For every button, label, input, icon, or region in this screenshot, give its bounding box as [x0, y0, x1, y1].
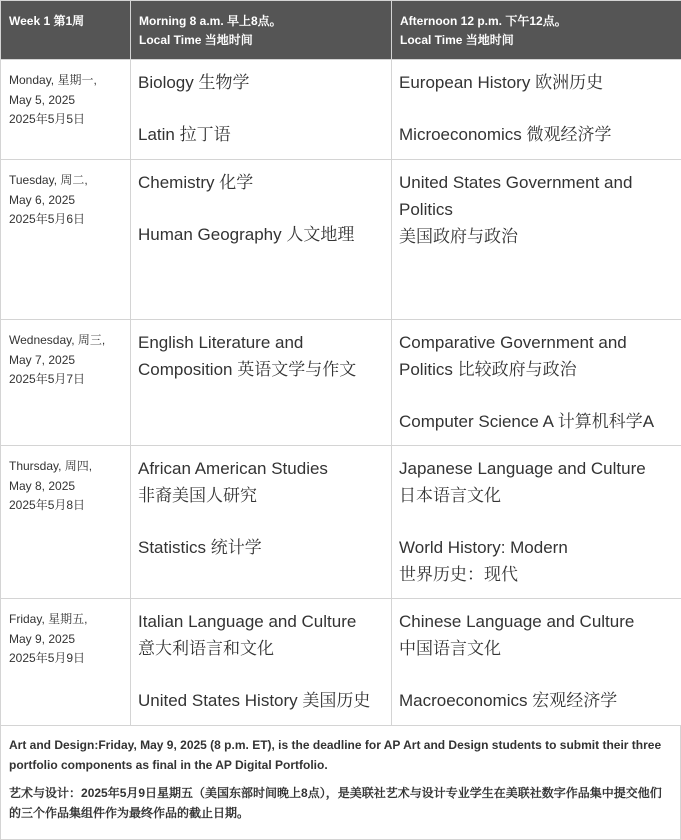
subject-line: United States History 美国历史 [138, 687, 383, 714]
subject-entry [138, 455, 383, 509]
date-line: 2025年5月7日 [9, 370, 126, 390]
date-line: Thursday, 周四, [9, 457, 126, 477]
subject-entry [138, 221, 383, 248]
header-row [1, 1, 681, 60]
afternoon-local-time-label: Local Time 当地时间 [400, 31, 673, 50]
afternoon-subjects-cell [392, 160, 681, 320]
date-line: May 9, 2025 [9, 630, 126, 650]
subject-line: World History: Modern [399, 534, 673, 561]
afternoon-subjects-cell [392, 599, 681, 726]
table-row [1, 60, 681, 160]
note-chinese-text: 2025年5月9日星期五（美国东部时间晚上8点），是美联社艺术与设计专业学生在美联社数字作品集中提交他们的三个作品集组件作为最终作品的截止日期。 [9, 786, 662, 820]
subject-entry [138, 69, 383, 96]
date-cell [1, 320, 131, 446]
subject-line: 非裔美国人研究 [138, 482, 383, 509]
subject-line: 意大利语言和文化 [138, 635, 383, 662]
date-cell [1, 599, 131, 726]
subject-entry [138, 534, 383, 561]
subject-line: 美国政府与政治 [399, 223, 673, 250]
afternoon-subjects-cell [392, 320, 681, 446]
morning-header [131, 1, 392, 60]
date-line: 2025年5月9日 [9, 649, 126, 669]
subject-entry [138, 329, 383, 383]
subject-entry [138, 169, 383, 196]
date-line: May 7, 2025 [9, 351, 126, 371]
art-design-note [0, 726, 681, 840]
table-row [1, 446, 681, 599]
subject-entry [138, 687, 383, 714]
date-line: Wednesday, 周三, [9, 331, 126, 351]
note-english-label: Art and Design: [9, 738, 98, 752]
subject-line: Politics 比较政府与政治 [399, 356, 673, 383]
subject-entry [399, 329, 673, 383]
subject-entry [399, 608, 673, 662]
note-chinese-label: 艺术与设计： [9, 786, 81, 800]
morning-subjects-cell [131, 160, 392, 320]
subject-line: Japanese Language and Culture [399, 455, 673, 482]
date-line: Monday, 星期一, [9, 71, 126, 91]
subject-line: 日本语言文化 [399, 482, 673, 509]
date-line: Friday, 星期五, [9, 610, 126, 630]
subject-line: Composition 英语文学与作文 [138, 356, 383, 383]
date-line: 2025年5月8日 [9, 496, 126, 516]
date-line: 2025年5月5日 [9, 110, 126, 130]
subject-line: Chemistry 化学 [138, 169, 383, 196]
afternoon-subjects-cell [392, 60, 681, 160]
afternoon-subjects-cell [392, 446, 681, 599]
subject-line: Microeconomics 微观经济学 [399, 121, 673, 148]
morning-subjects-cell [131, 446, 392, 599]
subject-line: Biology 生物学 [138, 69, 383, 96]
date-line: May 5, 2025 [9, 91, 126, 111]
subject-line: 中国语言文化 [399, 635, 673, 662]
subject-line: Chinese Language and Culture [399, 608, 673, 635]
table-row [1, 320, 681, 446]
subject-line: Politics [399, 196, 673, 223]
subject-entry [399, 121, 673, 148]
table-row [1, 160, 681, 320]
subject-line: Italian Language and Culture [138, 608, 383, 635]
subject-line: United States Government and [399, 169, 673, 196]
morning-subjects-cell [131, 320, 392, 446]
subject-line: Comparative Government and [399, 329, 673, 356]
note-english-text: Friday, May 9, 2025 (8 p.m. ET), is the deadline for AP Art and Design students to submit their three portfolio components as final in the AP Digital Portfolio. [9, 738, 661, 772]
week-header [1, 1, 131, 60]
date-cell [1, 446, 131, 599]
subject-line: 世界历史：现代 [399, 561, 673, 588]
date-line: May 8, 2025 [9, 477, 126, 497]
subject-entry [399, 169, 673, 250]
subject-line: European History 欧洲历史 [399, 69, 673, 96]
subject-entry [399, 534, 673, 588]
subject-line: Computer Science A 计算机科学A [399, 408, 673, 435]
subject-entry [399, 687, 673, 714]
morning-subjects-cell [131, 60, 392, 160]
morning-subjects-cell [131, 599, 392, 726]
subject-line: English Literature and [138, 329, 383, 356]
subject-line: Human Geography 人文地理 [138, 221, 383, 248]
subject-entry [138, 121, 383, 148]
afternoon-time-label: Afternoon 12 p.m. 下午12点。 [400, 12, 673, 31]
subject-entry [399, 455, 673, 509]
subject-line: Statistics 统计学 [138, 534, 383, 561]
note-english [9, 735, 670, 775]
table-row [1, 599, 681, 726]
date-line: Tuesday, 周二, [9, 171, 126, 191]
date-cell [1, 60, 131, 160]
morning-local-time-label: Local Time 当地时间 [139, 31, 383, 50]
subject-entry [399, 408, 673, 435]
date-cell [1, 160, 131, 320]
morning-time-label: Morning 8 a.m. 早上8点。 [139, 12, 383, 31]
afternoon-header [392, 1, 681, 60]
date-line: 2025年5月6日 [9, 210, 126, 230]
subject-line: African American Studies [138, 455, 383, 482]
note-chinese [9, 783, 670, 823]
date-line: May 6, 2025 [9, 191, 126, 211]
subject-entry [138, 608, 383, 662]
subject-entry [399, 69, 673, 96]
week-label: Week 1 第1周 [9, 14, 84, 28]
subject-line: Macroeconomics 宏观经济学 [399, 687, 673, 714]
subject-line: Latin 拉丁语 [138, 121, 383, 148]
